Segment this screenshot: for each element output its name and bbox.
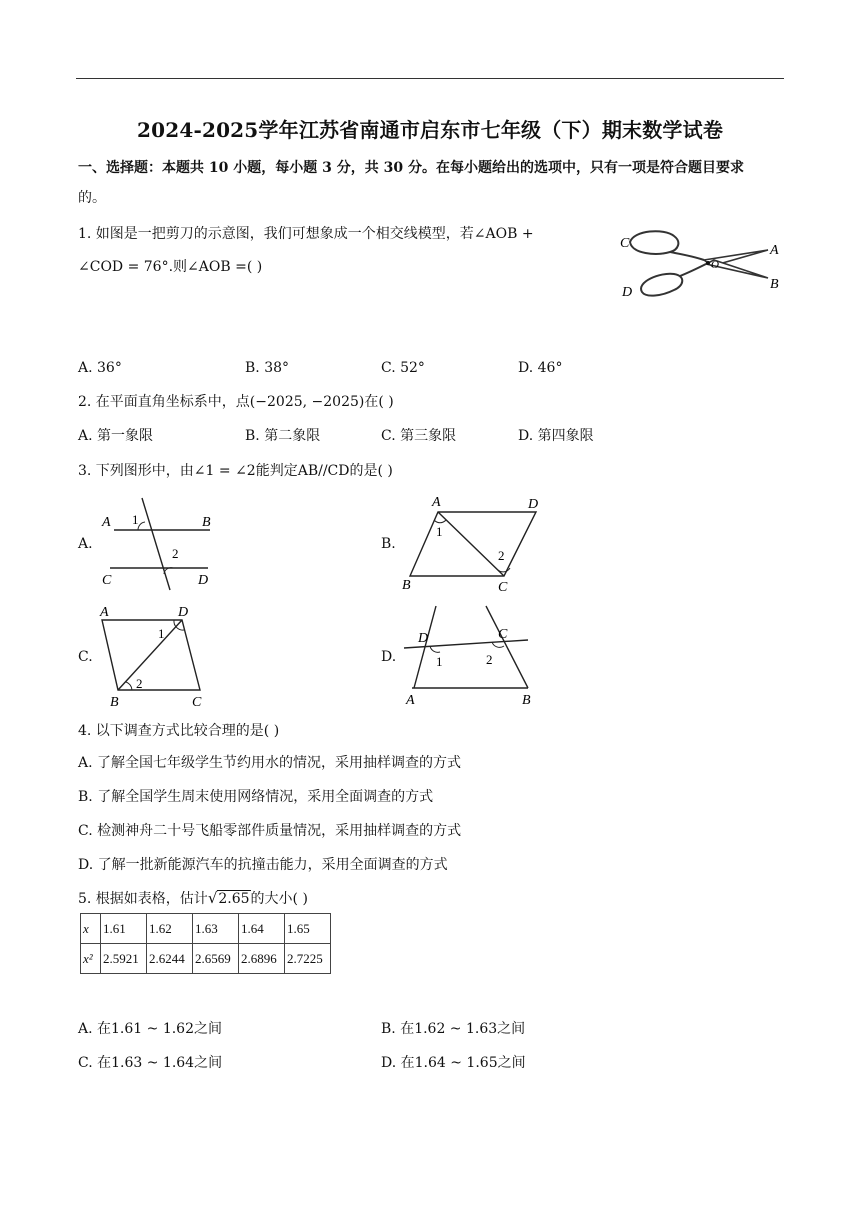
q4-option-b: B. 了解全国学生周末使用网络情况，采用全面调查的方式 bbox=[78, 789, 434, 805]
q3-figure-b bbox=[398, 494, 548, 592]
q5-option-a: A. 在1.61 ~ 1.62之间 bbox=[78, 1021, 222, 1037]
q3d-label-b: B bbox=[522, 693, 531, 708]
q5-stem-prefix: 5. 根据如表格，估计 bbox=[78, 891, 208, 907]
q1-label-c: C bbox=[620, 236, 630, 251]
q3b-label-a: A bbox=[432, 495, 441, 510]
q5-option-c: C. 在1.63 ~ 1.64之间 bbox=[78, 1055, 223, 1071]
q2-option-a: A. 第一象限 bbox=[78, 428, 154, 444]
q3d-label-c: C bbox=[498, 627, 508, 642]
table-cell: 2.5921 bbox=[101, 944, 147, 974]
q3-option-b-letter: B. bbox=[381, 536, 396, 552]
q3-stem: 3. 下列图形中，由∠1 = ∠2能判定AB//CD的是( ) bbox=[78, 463, 393, 479]
q3a-label-2: 2 bbox=[172, 546, 179, 561]
q3-option-a-letter: A. bbox=[78, 536, 93, 552]
section-header-line1: 一、选择题：本题共 10 小题，每小题 3 分，共 30 分。在每小题给出的选项中，只有一项是符合题目要求 bbox=[78, 160, 744, 176]
table-cell: 2.6896 bbox=[239, 944, 285, 974]
q3c-label-2: 2 bbox=[136, 676, 143, 691]
q2-option-c: C. 第三象限 bbox=[381, 428, 457, 444]
q3b-label-c: C bbox=[498, 580, 508, 592]
q3-figure-a bbox=[98, 494, 218, 592]
table-cell: 2.7225 bbox=[285, 944, 331, 974]
q3d-label-a: A bbox=[406, 693, 415, 708]
q3c-label-d: D bbox=[178, 605, 189, 620]
table-cell: 2.6244 bbox=[147, 944, 193, 974]
q3a-label-b: B bbox=[202, 515, 211, 530]
q1-stem-line2: ∠COD = 76°.则∠AOB =( ) bbox=[78, 259, 263, 275]
q1-label-o: O bbox=[711, 259, 719, 271]
q2-option-d: D. 第四象限 bbox=[518, 428, 594, 444]
table-cell: x bbox=[81, 914, 101, 944]
q3-figure-c bbox=[96, 602, 220, 710]
sqrt-icon: √ bbox=[207, 889, 218, 907]
q3a-label-d: D bbox=[198, 573, 209, 588]
table-cell: 2.6569 bbox=[193, 944, 239, 974]
q5-option-b: B. 在1.62 ~ 1.63之间 bbox=[381, 1021, 526, 1037]
table-cell: 1.65 bbox=[285, 914, 331, 944]
q3d-label-d: D bbox=[418, 631, 429, 646]
q3b-label-1: 1 bbox=[436, 524, 443, 539]
q3-option-c-letter: C. bbox=[78, 649, 93, 665]
q3-option-d-letter: D. bbox=[381, 649, 397, 665]
q3a-label-c: C bbox=[102, 573, 112, 588]
table-cell: x² bbox=[81, 944, 101, 974]
q1-option-b: B. 38° bbox=[245, 360, 290, 376]
q5-option-d: D. 在1.64 ~ 1.65之间 bbox=[381, 1055, 526, 1071]
table-cell: 1.63 bbox=[193, 914, 239, 944]
q4-stem: 4. 以下调查方式比较合理的是( ) bbox=[78, 723, 280, 739]
q3a-label-a: A bbox=[102, 515, 111, 530]
q1-stem-line1: 1. 如图是一把剪刀的示意图，我们可想象成一个相交线模型，若∠AOB + bbox=[78, 226, 534, 242]
table-row bbox=[81, 944, 331, 974]
q1-option-d: D. 46° bbox=[518, 360, 563, 376]
q1-label-b: B bbox=[770, 277, 779, 292]
table-row bbox=[81, 914, 331, 944]
q3c-label-a: A bbox=[100, 605, 109, 620]
q5-value-table bbox=[80, 913, 331, 974]
q3b-label-d: D bbox=[528, 497, 539, 512]
q2-option-b: B. 第二象限 bbox=[245, 428, 321, 444]
q4-option-d: D. 了解一批新能源汽车的抗撞击能力，采用全面调查的方式 bbox=[78, 857, 448, 873]
q3c-label-1: 1 bbox=[158, 626, 165, 641]
q2-stem: 2. 在平面直角坐标系中，点(−2025, −2025)在( ) bbox=[78, 394, 394, 410]
q1-option-a: A. 36° bbox=[78, 360, 122, 376]
top-rule bbox=[76, 78, 784, 79]
q1-scissors-figure bbox=[612, 220, 788, 306]
q3c-label-b: B bbox=[110, 695, 119, 710]
q5-stem-suffix: 的大小( ) bbox=[250, 891, 308, 907]
table-cell: 1.64 bbox=[239, 914, 285, 944]
q4-option-c: C. 检测神舟二十号飞船零部件质量情况，采用抽样调查的方式 bbox=[78, 823, 462, 839]
q1-option-c: C. 52° bbox=[381, 360, 425, 376]
table-cell: 1.61 bbox=[101, 914, 147, 944]
q3d-label-1: 1 bbox=[436, 654, 443, 669]
q3b-label-2: 2 bbox=[498, 548, 505, 563]
q3-figure-d bbox=[400, 602, 540, 710]
q1-label-a: A bbox=[770, 243, 779, 258]
q3b-label-b: B bbox=[402, 578, 411, 592]
table-cell: 1.62 bbox=[147, 914, 193, 944]
q4-option-a: A. 了解全国七年级学生节约用水的情况，采用抽样调查的方式 bbox=[78, 755, 462, 771]
q3c-label-c: C bbox=[192, 695, 202, 710]
q1-label-d: D bbox=[622, 285, 633, 300]
q5-radicand: 2.65 bbox=[218, 891, 250, 907]
section-header-line2: 的。 bbox=[78, 190, 106, 206]
q3a-label-1: 1 bbox=[132, 512, 139, 527]
q3d-label-2: 2 bbox=[486, 652, 493, 667]
q5-stem bbox=[78, 888, 308, 909]
page-title: 2024-2025学年江苏省南通市启东市七年级（下）期末数学试卷 bbox=[136, 118, 724, 142]
